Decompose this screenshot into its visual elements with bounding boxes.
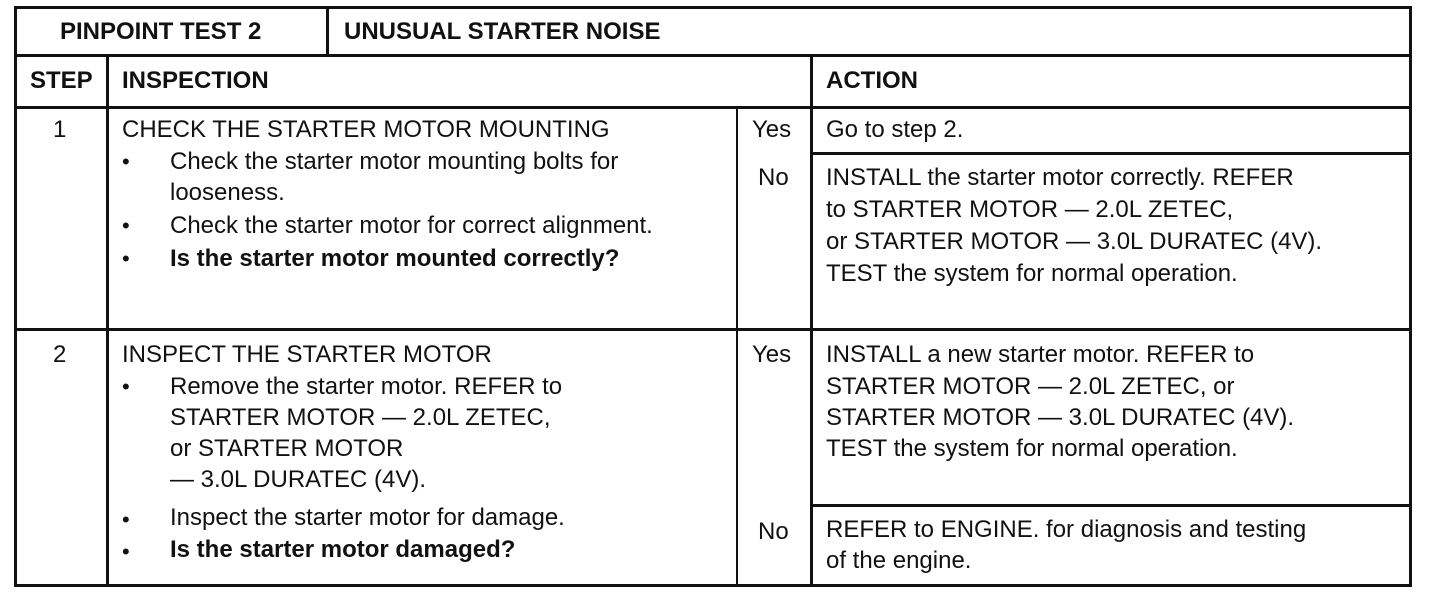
step-1-title: CHECK THE STARTER MOTOR MOUNTING [122,116,610,143]
step-1-number: 1 [53,116,67,143]
pinpoint-test-label: PINPOINT TEST 2 [60,18,262,45]
bullet-icon: • [122,213,130,238]
step1-yes-no-divider [812,152,1412,155]
step-1-bullet-1-cont: looseness. [170,179,285,206]
step-2-bullet-1: Remove the starter motor. REFER to [170,373,563,400]
bullet-icon: • [122,374,130,399]
step-2-no-action-line-2: of the engine. [826,547,972,574]
step-2-number: 2 [53,341,67,368]
step-2-yes-action-line-4: TEST the system for normal operation. [826,435,1238,462]
column-header-step: STEP [30,67,93,94]
bullet-icon: • [122,507,130,532]
step-1-no-action-line-4: TEST the system for normal operation. [826,260,1238,287]
header-row-divider [14,54,1412,57]
step-2-yes-action-line-1: INSTALL a new starter motor. REFER to [826,341,1255,368]
step-1-yes-label: Yes [752,116,792,143]
step-2-yes-action-line-2: STARTER MOTOR — 2.0L ZETEC, or [826,373,1235,400]
answer-column-divider [736,108,738,587]
step-2-yes-label: Yes [752,341,792,368]
step-2-title: INSPECT THE STARTER MOTOR [122,341,492,368]
step-1-no-action-line-3: or STARTER MOTOR — 3.0L DURATEC (4V). [826,228,1323,255]
step-1-no-action-line-2: to STARTER MOTOR — 2.0L ZETEC, [826,196,1234,223]
pinpoint-test-title: UNUSUAL STARTER NOISE [344,18,661,45]
step-2-no-action-line-1: REFER to ENGINE. for diagnosis and testing [826,516,1307,543]
step-2-question: Is the starter motor damaged? [170,536,516,563]
step-2-bullet-1-cont-1: STARTER MOTOR — 2.0L ZETEC, [170,404,551,431]
step-1-question: Is the starter motor mounted correctly? [170,245,620,272]
bullet-icon: • [122,539,130,564]
step-2-yes-action-line-3: STARTER MOTOR — 3.0L DURATEC (4V). [826,404,1295,431]
step-row-divider [14,328,1412,331]
step-1-no-action-line-1: INSTALL the starter motor correctly. REFER [826,164,1294,191]
step-1-bullet-1: Check the starter motor mounting bolts for [170,148,619,175]
step-1-bullet-2: Check the starter motor for correct alignment. [170,212,653,239]
bullet-icon: • [122,246,130,271]
action-column-divider [810,56,813,587]
step-2-no-label: No [758,518,789,545]
title-cell-divider [326,6,329,56]
step-1-yes-action: Go to step 2. [826,116,964,143]
column-header-divider [14,106,1412,109]
column-header-inspection: INSPECTION [122,67,269,94]
step-2-bullet-2: Inspect the starter motor for damage. [170,504,565,531]
step-column-divider [106,56,109,587]
step-2-bullet-1-cont-2: or STARTER MOTOR [170,435,404,462]
bullet-icon: • [122,149,130,174]
step-1-no-label: No [758,164,789,191]
step2-yes-no-divider [812,504,1412,507]
column-header-action: ACTION [826,67,918,94]
step-2-bullet-1-cont-3: — 3.0L DURATEC (4V). [170,466,427,493]
